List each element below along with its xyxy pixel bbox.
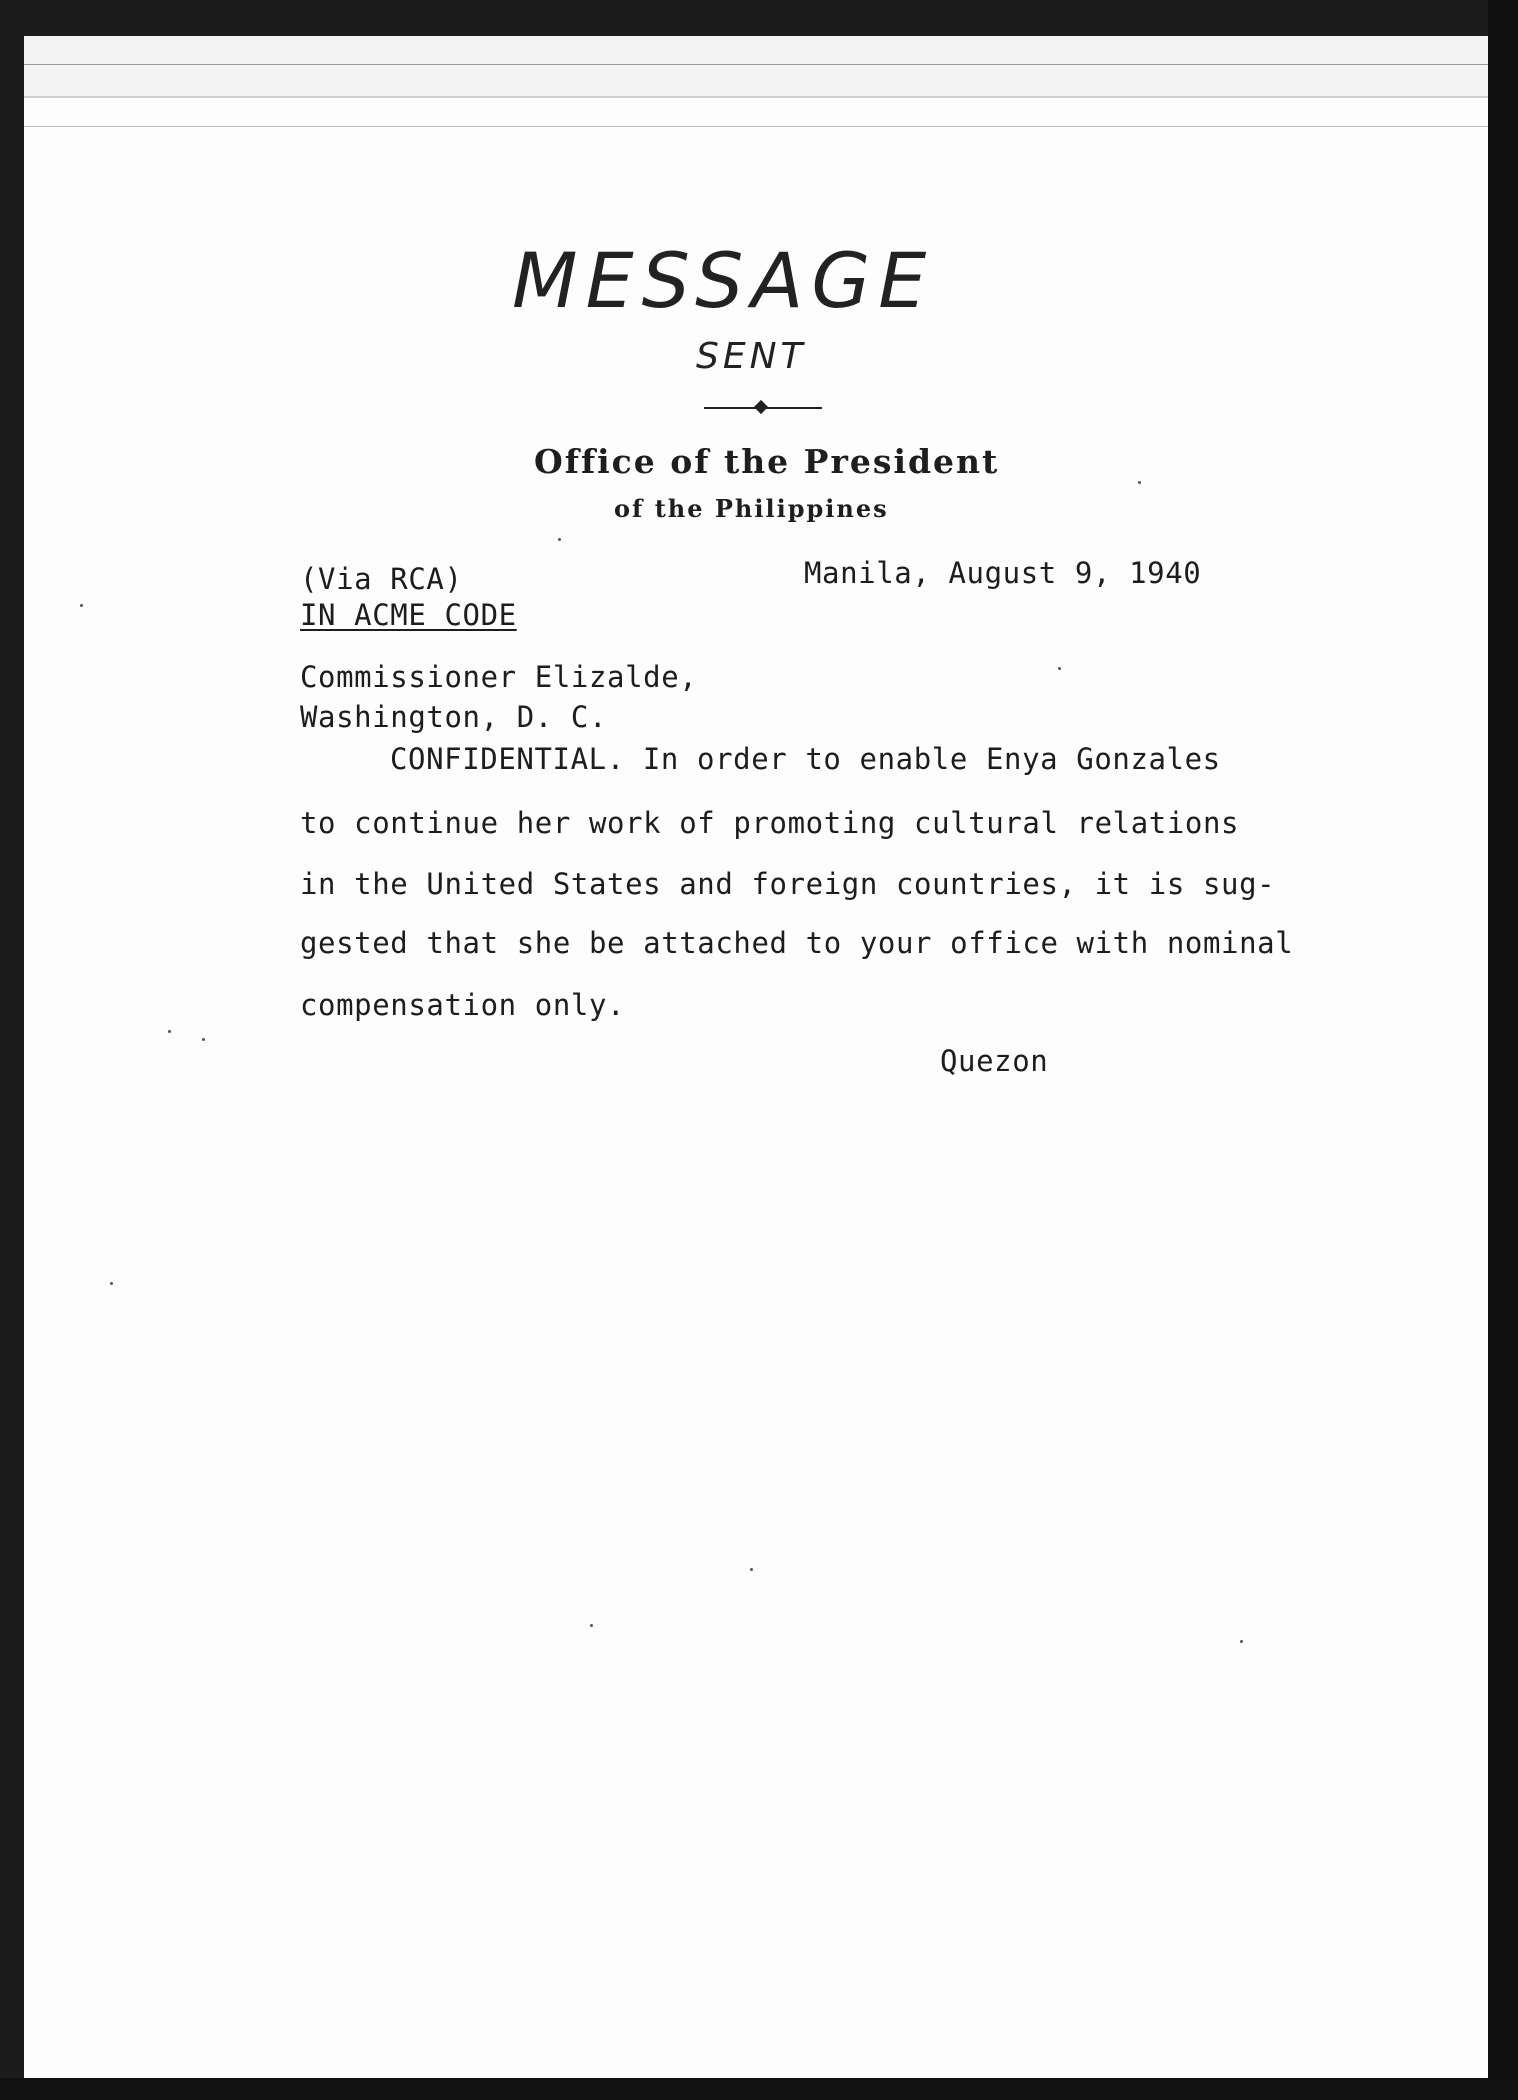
scan-border-right: [1488, 0, 1518, 2100]
scan-speck: [202, 1038, 205, 1041]
scan-speck: [1058, 667, 1061, 670]
addressee-name: Commissioner Elizalde,: [300, 660, 698, 694]
paper-edge-line: [24, 126, 1496, 127]
paper-edge-line: [24, 64, 1496, 65]
stacked-paper-edge: [24, 36, 1496, 98]
body-line-5: compensation only.: [300, 988, 626, 1022]
scan-speck: [558, 538, 561, 541]
routing-code: IN ACME CODE: [300, 598, 517, 632]
letterhead-subtitle: SENT: [696, 336, 807, 377]
scan-speck: [1138, 481, 1141, 484]
scan-speck: [80, 604, 83, 607]
signature: Quezon: [940, 1044, 1049, 1078]
routing-via: (Via RCA): [300, 562, 463, 596]
scan-speck: [110, 1282, 113, 1285]
scan-speck: [168, 1030, 171, 1033]
scan-speck: [1240, 1640, 1243, 1643]
body-line-2: to continue her work of promoting cultural relations: [300, 806, 1240, 840]
scan-speck: [590, 1624, 593, 1627]
scan-speck: [750, 1568, 753, 1571]
scan-border-bottom: [0, 2078, 1518, 2100]
date-line: Manila, August 9, 1940: [804, 556, 1202, 590]
body-line-4: gested that she be attached to your office with nominal: [300, 926, 1294, 960]
body-line-3: in the United States and foreign countries, it is sug-: [300, 867, 1276, 901]
addressee-location: Washington, D. C.: [300, 700, 608, 734]
letterhead-office-sub: of the Philippines: [614, 494, 889, 523]
letterhead-title: MESSAGE: [512, 236, 935, 325]
letterhead-office: Office of the President: [534, 442, 1000, 481]
body-line-1: CONFIDENTIAL. In order to enable Enya Gonzales: [390, 742, 1221, 776]
